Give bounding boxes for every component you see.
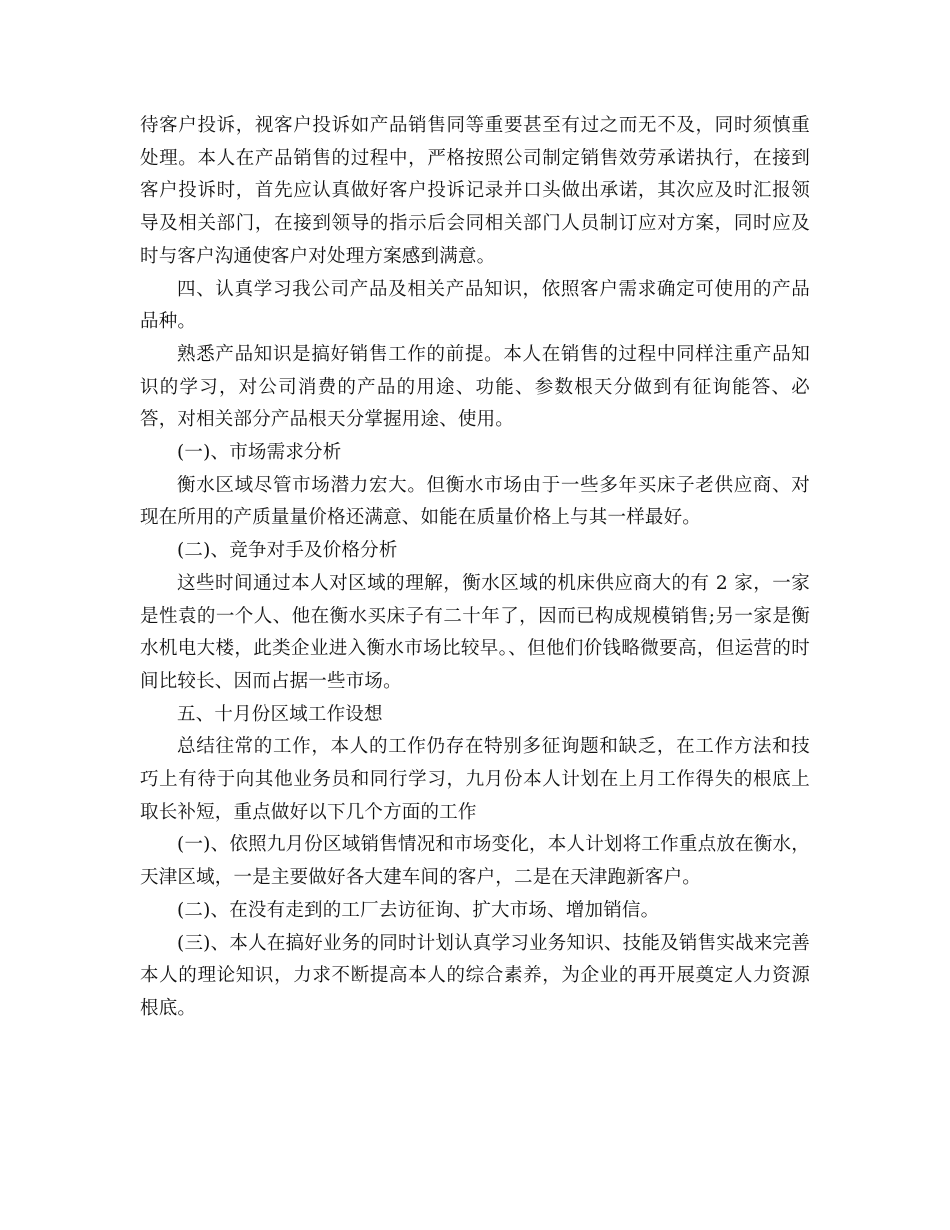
paragraph-complaint-handling: 待客户投诉，视客户投诉如产品销售同等重要甚至有过之而无不及，同时须慎重处理。本人在产品销售的过程中，严格按照公司制定销售效劳承诺执行，在接到客户投诉时，首先应认真做好客户投诉记录并口头做出承诺，其次应及时汇报领导及相关部门，在接到领导的指示后会同相关部门人员制订应对方案，同时应及时与客户沟通使客户对处理方案感到满意。 bbox=[140, 115, 810, 267]
paragraph-market-demand: 衡水区域尽管市场潜力宏大。但衡水市场由于一些多年买床子老供应商、对现在所用的产质量量价格还满意、如能在质量价格上与其一样最好。 bbox=[140, 474, 810, 529]
paragraph-plan-two: (二)、在没有走到的工厂去访征询、扩大市场、增加销信。 bbox=[177, 899, 660, 921]
document-page bbox=[140, 110, 810, 1026]
paragraph-plan-three: (三)、本人在搞好业务的同时计划认真学习业务知识、技能及销售实战来完善本人的理论知识，力求不断提高本人的综合素养，为企业的再开展奠定人力资源根底。 bbox=[140, 932, 810, 1019]
heading-section-five: 五、十月份区域工作设想 bbox=[177, 703, 383, 725]
heading-market-demand: (一)、市场需求分析 bbox=[177, 442, 342, 464]
heading-section-four: 四、认真学习我公司产品及相关产品知识，依照客户需求确定可使用的产品品种。 bbox=[140, 278, 810, 333]
paragraph-product-knowledge: 熟悉产品知识是搞好销售工作的前提。本人在销售的过程中同样注重产品知识的学习，对公司消费的产品的用途、功能、参数根天分做到有征询能答、必答，对相关部分产品根天分掌握用途、使用。 bbox=[140, 343, 810, 431]
paragraph-competitor-analysis: 这些时间通过本人对区域的理解，衡水区域的机床供应商大的有 2 家，一家是性袁的一个人、他在衡水买床子有二十年了，因而已构成规模销售;另一家是衡水机电大楼，此类企业进入衡水市场比较早。、但他们价钱略微要高，但运营的时间比较长、因而占据一些市场。 bbox=[140, 572, 810, 692]
heading-competitor-analysis: (二)、竞争对手及价格分析 bbox=[177, 540, 398, 562]
paragraph-work-summary: 总结往常的工作，本人的工作仍存在特别多征询题和缺乏，在工作方法和技巧上有待于向其他业务员和同行学习，九月份本人计划在上月工作得失的根底上取长补短，重点做好以下几个方面的工作 bbox=[140, 736, 810, 823]
paragraph-plan-one: (一)、依照九月份区域销售情况和市场变化，本人计划将工作重点放在衡水，天津区域，一是主要做好各大建车间的客户，二是在天津跑新客户。 bbox=[140, 834, 810, 889]
